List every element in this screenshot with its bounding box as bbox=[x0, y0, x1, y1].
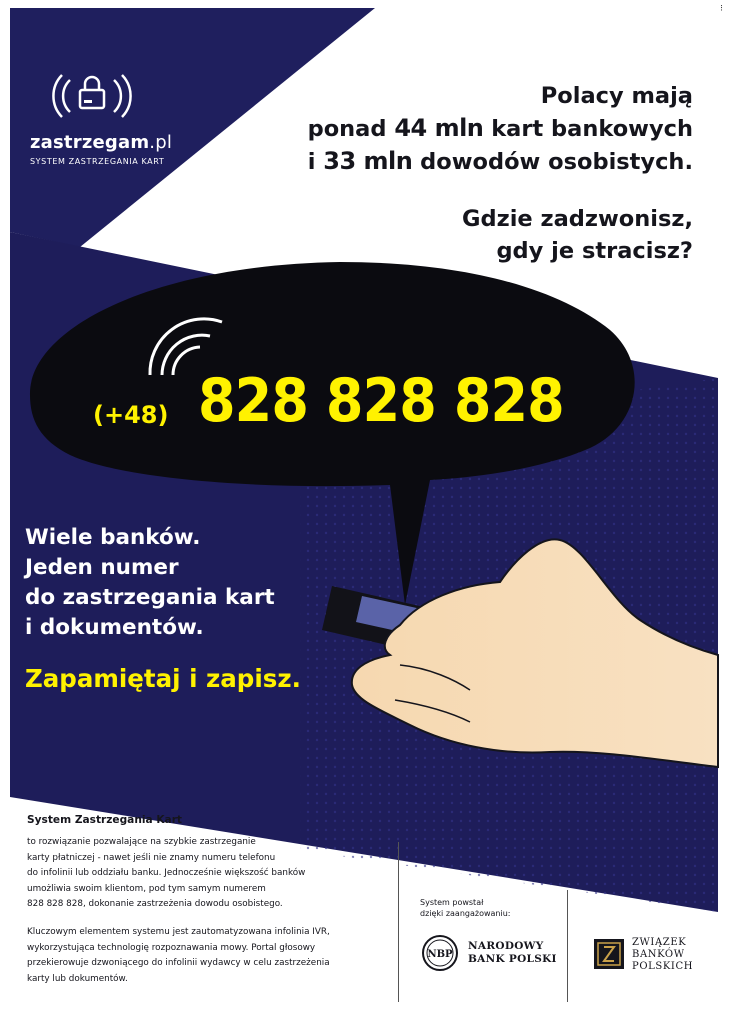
zbp-name: ZWIĄZEK BANKÓW POLSKICH bbox=[632, 937, 694, 972]
headline-number-ids: 33 mln bbox=[323, 147, 413, 175]
claim bbox=[25, 523, 275, 643]
corner-mark: ⁝ bbox=[720, 4, 723, 14]
divider-right bbox=[567, 890, 568, 1002]
nbp-logo-icon bbox=[421, 934, 459, 972]
logo-tagline: SYSTEM ZASTRZEGANIA KART bbox=[30, 157, 165, 166]
claim-line-4: i dokumentów. bbox=[25, 615, 204, 640]
headline bbox=[308, 80, 693, 178]
nbp-logo-letters: NBP bbox=[427, 949, 453, 960]
headline-line-3: i 33 mln dowodów osobistych. bbox=[307, 147, 693, 175]
claim-line-3: do zastrzegania kart bbox=[25, 585, 275, 610]
headline-line-1: Polacy mają bbox=[540, 83, 693, 109]
nbp-name: NARODOWY BANK POLSKI bbox=[468, 940, 557, 965]
logo-wordmark-name: zastrzegam bbox=[30, 132, 150, 153]
logo-wordmark bbox=[30, 132, 172, 153]
claim-line-2: Jeden numer bbox=[25, 555, 179, 580]
question bbox=[462, 203, 693, 267]
description-paragraph-2: Kluczowym elementem systemu jest zautomatyzowana infolinia IVR, wykorzystująca technologię rozpoznawania mowy. Portal głosowy przekierowuje dzwoniącego do infolinii wydawcy w celu zastrzeżenia karty lub dokumentów. bbox=[27, 926, 330, 984]
divider-left bbox=[398, 842, 399, 1002]
description-paragraph-1: to rozwiązanie pozwalające na szybkie zastrzeganie karty płatniczej - nawet jeśli nie znamy numeru telefonu do infolinii lub oddziału banku. Jednocześnie większość banków umożliwia swoim klientom, pod tym samym numerem 828 828 828, dokonanie zastrzeżenia dowodu osobistego. bbox=[27, 837, 306, 910]
call-to-action: Zapamiętaj i zapisz. bbox=[25, 664, 301, 693]
phone-country-code: (+48) bbox=[93, 401, 169, 429]
claim-line-1: Wiele banków. bbox=[25, 525, 201, 550]
phone-number: 828 828 828 bbox=[198, 366, 564, 436]
zbp-logo-icon bbox=[593, 938, 625, 970]
partners-caption: System powstał dzięki zaangażowaniu: bbox=[420, 898, 511, 918]
question-line-2: gdy je stracisz? bbox=[496, 238, 693, 264]
description-title: System Zastrzegania Kart bbox=[27, 814, 182, 826]
question-line-1: Gdzie zadzwonisz, bbox=[462, 206, 693, 232]
headline-line-2: ponad 44 mln kart bankowych bbox=[307, 114, 693, 142]
description-body bbox=[27, 835, 367, 999]
card-lock-icon bbox=[52, 70, 132, 120]
logo-wordmark-tld: .pl bbox=[149, 132, 173, 153]
headline-number-cards: 44 mln bbox=[394, 114, 484, 142]
